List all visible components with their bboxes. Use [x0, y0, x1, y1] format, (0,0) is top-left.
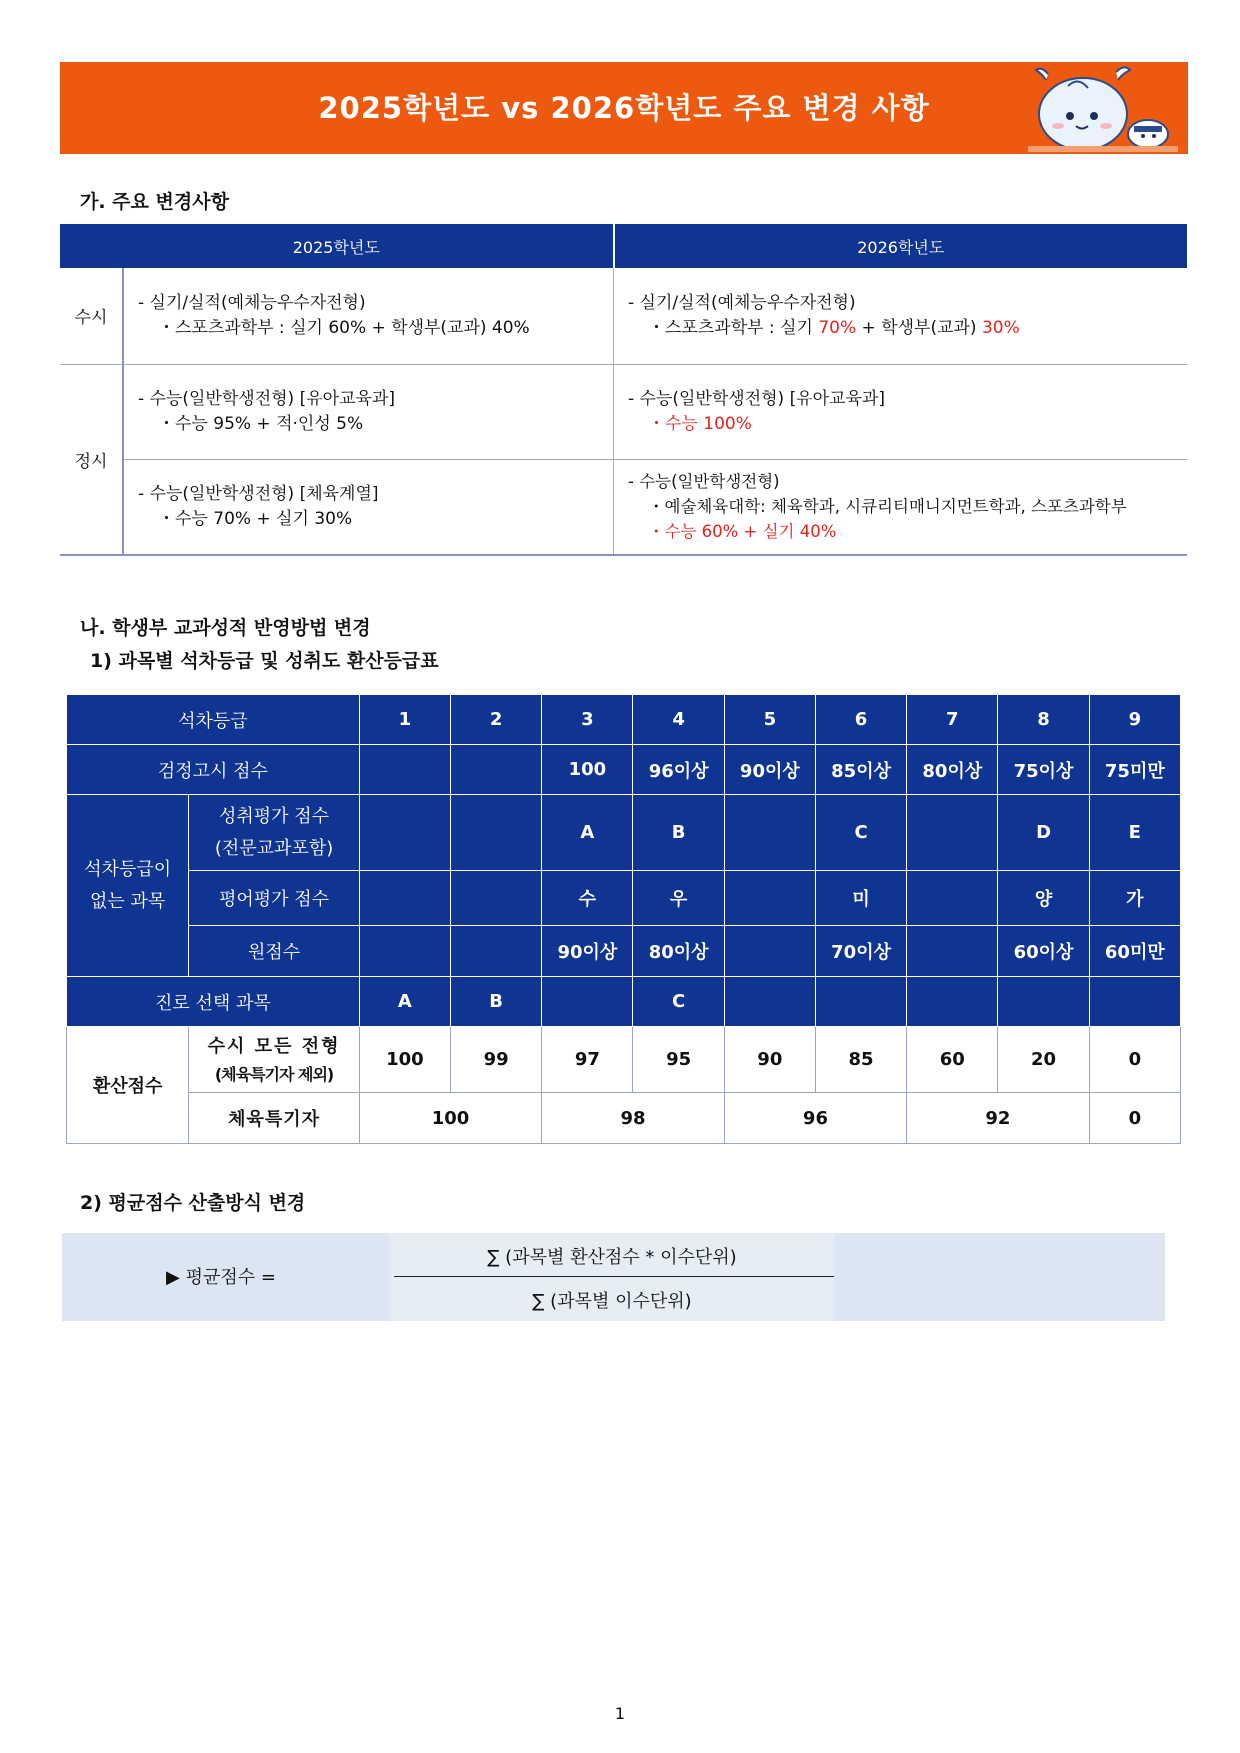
raw-score-cell: 60이상: [998, 926, 1089, 977]
col-2026-header: 2026학년도: [614, 224, 1188, 268]
grade-cell: 6: [815, 695, 906, 745]
grade-cell: 3: [542, 695, 633, 745]
achieve-cell: D: [998, 795, 1089, 871]
susi-2025-line1: - 실기/실적(예체능우수자전형): [138, 292, 366, 313]
grade-cell: 5: [724, 695, 815, 745]
title-banner: [60, 62, 1188, 154]
career-cell: B: [451, 977, 542, 1027]
achieve-cell: [359, 795, 450, 871]
athlete-converted-cell: 100: [359, 1093, 541, 1144]
susi-converted-cell: 20: [998, 1027, 1089, 1093]
jeongsi-r1-2025-line1: - 수능(일반학생전형) [유아교육과]: [138, 388, 395, 409]
pyeongeo-cell: [359, 871, 450, 926]
geomjeong-cell: [451, 745, 542, 795]
achieve-cell: [907, 795, 998, 871]
raw-score-cell: [724, 926, 815, 977]
pyeongeo-cell: [724, 871, 815, 926]
career-row: [67, 977, 1181, 1027]
career-label: 진로 선택 과목: [67, 977, 360, 1027]
pyeongeo-row: [67, 871, 1181, 926]
susi-converted-row: [67, 1027, 1181, 1093]
section-a-heading: 가. 주요 변경사항: [80, 191, 229, 213]
no-rank-label-line1: 석차등급이: [84, 858, 172, 880]
grade-cell: 7: [907, 695, 998, 745]
mascot-icon: [1028, 64, 1178, 152]
pyeongeo-cell: 수: [542, 871, 633, 926]
grade-cell: 2: [451, 695, 542, 745]
jeongsi-r1-2026-line2: ・수능 100%: [648, 413, 752, 434]
susi-converted-cell: 85: [815, 1027, 906, 1093]
susi-2026-text-c: + 학생부(교과): [856, 317, 982, 338]
geomjeong-cell: 85이상: [815, 745, 906, 795]
achieve-cell: B: [633, 795, 724, 871]
grade-conversion-table: [66, 694, 1181, 1144]
geomjeong-cell: 80이상: [907, 745, 998, 795]
geomjeong-label: 검정고시 점수: [67, 745, 360, 795]
geomjeong-cell: 96이상: [633, 745, 724, 795]
susi-2026-practical-pct: 70%: [818, 317, 857, 338]
geomjeong-cell: 90이상: [724, 745, 815, 795]
geomjeong-cell: 75이상: [998, 745, 1089, 795]
geomjeong-cell: 100: [542, 745, 633, 795]
no-rank-label-line2: 없는 과목: [90, 890, 166, 912]
raw-score-cell: 60미만: [1089, 926, 1180, 977]
susi-2026-text-a: ・스포츠과학부 : 실기: [648, 317, 819, 338]
athlete-converted-cell: 0: [1089, 1093, 1180, 1144]
athlete-converted-row: [67, 1093, 1181, 1144]
section-b-sub2: 2) 평균점수 산출방식 변경: [80, 1192, 306, 1214]
changes-table: [60, 224, 1187, 556]
achieve-cell: C: [815, 795, 906, 871]
jeongsi-r2-2025-line2: ・수능 70% + 실기 30%: [158, 508, 353, 529]
susi-converted-cell: 0: [1089, 1027, 1180, 1093]
jeongsi-r1-2026-cell: [614, 364, 1188, 459]
susi-converted-cell: 99: [451, 1027, 542, 1093]
susi-converted-cell: 60: [907, 1027, 998, 1093]
jeongsi-label: 정시: [60, 364, 123, 555]
achieve-cell: [724, 795, 815, 871]
pyeongeo-cell: 미: [815, 871, 906, 926]
susi-label: 수시: [60, 268, 123, 364]
career-cell: [907, 977, 998, 1027]
susi-converted-cell: 90: [724, 1027, 815, 1093]
grade-cell: 9: [1089, 695, 1180, 745]
susi-converted-cell: 100: [359, 1027, 450, 1093]
page-title: 2025학년도 vs 2026학년도 주요 변경 사항: [318, 91, 930, 125]
pyeongeo-cell: 양: [998, 871, 1089, 926]
athlete-converted-cell: 96: [724, 1093, 906, 1144]
jeongsi-r1-2025-line2: ・수능 95% + 적·인성 5%: [158, 413, 364, 434]
athlete-converted-cell: 98: [542, 1093, 724, 1144]
career-cell: C: [633, 977, 724, 1027]
jeongsi-row-2: [60, 459, 1187, 555]
raw-score-cell: 80이상: [633, 926, 724, 977]
formula-label: ▶ 평균점수 =: [166, 1267, 276, 1288]
raw-score-label: 원점수: [189, 926, 359, 977]
susi-2025-line2: ・스포츠과학부 : 실기 60% + 학생부(교과) 40%: [158, 317, 530, 338]
susi-2025-cell: [123, 268, 614, 364]
pyeongeo-cell: 우: [633, 871, 724, 926]
achieve-label-line1: 성취평가 점수: [219, 805, 330, 827]
average-formula-box: [62, 1233, 1165, 1321]
achieve-cell: A: [542, 795, 633, 871]
raw-score-row: [67, 926, 1181, 977]
susi-all-label-line1: 수시 모든 전형: [207, 1035, 341, 1057]
section-b-sub1: 1) 과목별 석차등급 및 성취도 환산등급표: [90, 650, 439, 672]
grade-cell: 1: [359, 695, 450, 745]
susi-all-label: [189, 1027, 359, 1093]
achieve-cell: [451, 795, 542, 871]
grade-cell: 4: [633, 695, 724, 745]
susi-2026-cell: [614, 268, 1188, 364]
achieve-row: [67, 795, 1181, 871]
raw-score-cell: [451, 926, 542, 977]
jeongsi-r1-2025-cell: [123, 364, 614, 459]
susi-converted-cell: 95: [633, 1027, 724, 1093]
susi-converted-cell: 97: [542, 1027, 633, 1093]
career-cell: [542, 977, 633, 1027]
geomjeong-cell: [359, 745, 450, 795]
achieve-label: [189, 795, 359, 871]
susi-2026-line2: [628, 316, 1187, 341]
geomjeong-row: [67, 745, 1181, 795]
career-cell: [724, 977, 815, 1027]
susi-row: [60, 268, 1187, 364]
jeongsi-r2-2026-line1: - 수능(일반학생전형): [628, 472, 780, 492]
susi-2026-record-pct: 30%: [981, 317, 1020, 338]
formula-numerator: ∑ (과목별 환산점수 * 이수단위): [487, 1247, 737, 1268]
pyeongeo-label: 평어평가 점수: [189, 871, 359, 926]
converted-label: 환산점수: [67, 1027, 189, 1144]
jeongsi-r2-2026-line3: ・수능 60% + 실기 40%: [648, 522, 837, 542]
susi-2026-line1: - 실기/실적(예체능우수자전형): [628, 292, 856, 313]
jeongsi-r2-2026-line2: ・예술체육대학: 체육학과, 시큐리티매니지먼트학과, 스포츠과학부: [648, 497, 1127, 517]
career-cell: [815, 977, 906, 1027]
jeongsi-r2-2025-cell: [123, 459, 614, 555]
raw-score-cell: [907, 926, 998, 977]
pyeongeo-cell: [907, 871, 998, 926]
achieve-label-line2: (전문교과포함): [214, 837, 334, 859]
section-b-heading: 나. 학생부 교과성적 반영방법 변경: [80, 617, 371, 639]
pyeongeo-cell: [451, 871, 542, 926]
raw-score-cell: 90이상: [542, 926, 633, 977]
grade-cell: 8: [998, 695, 1089, 745]
career-cell: [1089, 977, 1180, 1027]
formula-denominator: ∑ (과목별 이수단위): [532, 1291, 692, 1312]
col-2025-header: 2025학년도: [60, 224, 614, 268]
athlete-converted-cell: 92: [907, 1093, 1089, 1144]
grade-header-row: [67, 695, 1181, 745]
pyeongeo-cell: 가: [1089, 871, 1180, 926]
career-cell: A: [359, 977, 450, 1027]
grade-label: 석차등급: [67, 695, 360, 745]
achieve-cell: E: [1089, 795, 1180, 871]
formula-fraction-line: [394, 1276, 834, 1277]
no-rank-label: [67, 795, 189, 977]
jeongsi-row-1: [60, 364, 1187, 459]
jeongsi-r2-2026-cell: [614, 459, 1188, 555]
raw-score-cell: [359, 926, 450, 977]
athlete-label: 체육특기자: [189, 1093, 359, 1144]
jeongsi-r2-2025-line1: - 수능(일반학생전형) [체육계열]: [138, 483, 379, 504]
page-number: 1: [614, 1704, 626, 1723]
raw-score-cell: 70이상: [815, 926, 906, 977]
geomjeong-cell: 75미만: [1089, 745, 1180, 795]
susi-all-label-line2: (체육특기자 제외): [214, 1064, 334, 1084]
jeongsi-r1-2026-line1: - 수능(일반학생전형) [유아교육과]: [628, 388, 885, 409]
career-cell: [998, 977, 1089, 1027]
changes-header-row: [60, 224, 1187, 268]
